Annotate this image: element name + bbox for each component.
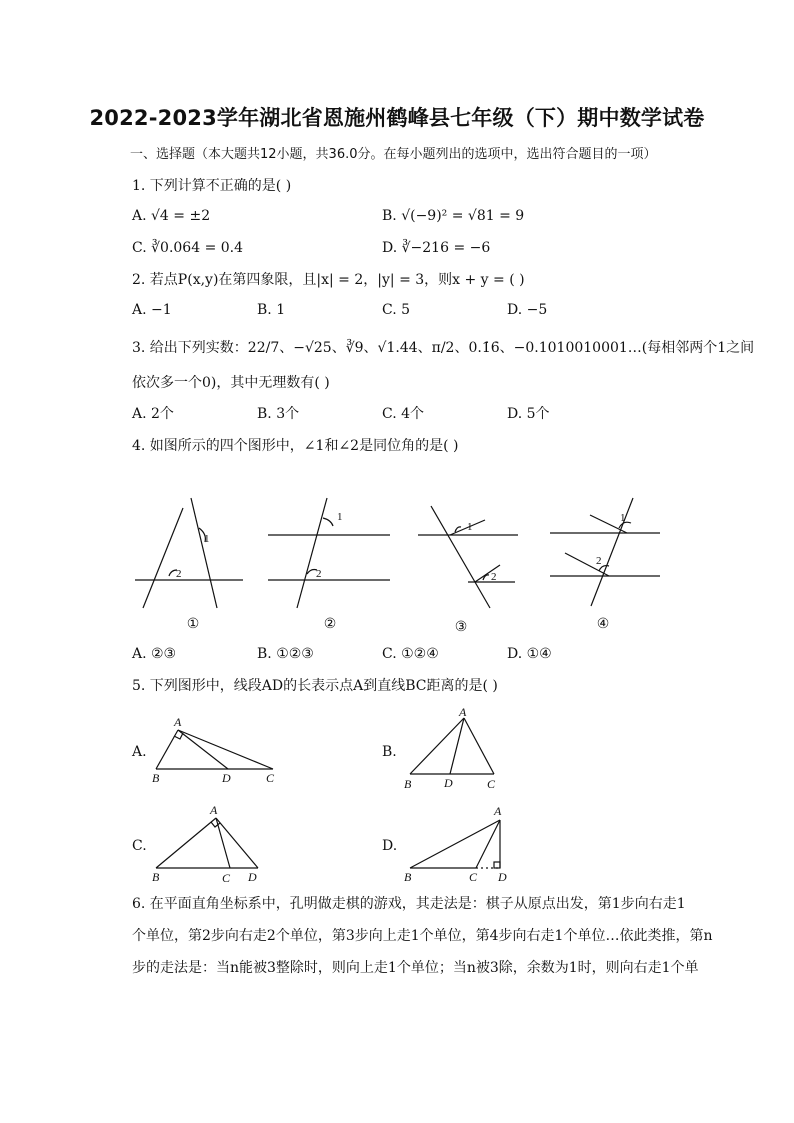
q2-option-c: C. 5 xyxy=(382,302,411,318)
q1-option-b: B. √(−9)² = √81 = 9 xyxy=(382,208,525,224)
q5-figure-c xyxy=(148,802,268,884)
q3-option-c: C. 4个 xyxy=(382,406,425,422)
q5c-label-a: A xyxy=(210,803,218,817)
q5a-label-b: B xyxy=(152,771,160,785)
q2-option-d: D. −5 xyxy=(507,302,548,318)
q5-figure-a xyxy=(148,712,288,787)
q5-figure-d xyxy=(398,802,523,884)
q5a-label-c: C xyxy=(266,771,275,785)
q5d-label-d: D xyxy=(498,870,507,884)
q5c-label-b: B xyxy=(152,870,160,884)
q5-option-c: C. xyxy=(132,838,147,854)
fig3-angle-1-label: 1 xyxy=(467,521,473,533)
q1-option-d: D. ∛−216 = −6 xyxy=(382,240,491,256)
fig1-angle-2-label: 2 xyxy=(176,568,182,580)
q3-option-a: A. 2个 xyxy=(132,406,174,422)
q1-stem: 1. 下列计算不正确的是( ) xyxy=(132,178,292,194)
q5d-label-b: B xyxy=(404,870,412,884)
fig2-angle-1-label: 1 xyxy=(337,511,343,523)
q5-option-b: B. xyxy=(382,744,397,760)
q5a-label-a: A xyxy=(174,715,182,729)
q5-option-d: D. xyxy=(382,838,398,854)
exam-title: 2022-2023学年湖北省恩施州鹤峰县七年级（下）期中数学试卷 xyxy=(89,106,705,130)
q5a-label-d: D xyxy=(222,771,231,785)
q6-line3: 步的走法是：当n能被3整除时，则向上走1个单位；当n被3除，余数为1时，则向右走1个单 xyxy=(132,960,699,976)
q4-figure-4 xyxy=(550,498,660,606)
q5b-label-d: D xyxy=(444,776,453,790)
q4-stem: 4. 如图所示的四个图形中，∠1和∠2是同位角的是( ) xyxy=(132,438,459,454)
q1-option-c: C. ∛0.064 = 0.4 xyxy=(132,240,244,256)
q5d-label-a: A xyxy=(494,804,502,818)
fig1-angle-1-label: 1 xyxy=(204,533,210,545)
q4-option-c: C. ①②④ xyxy=(382,646,439,662)
q5d-label-c: C xyxy=(469,870,478,884)
q3-stem-line1: 3. 给出下列实数：22/7、−√25、∛9、√1.44、π/2、0.1̇6̇、−0.1010010001…(每相邻两个1之间 xyxy=(132,340,755,356)
q5b-label-a: A xyxy=(459,705,467,719)
fig-label-3: ③ xyxy=(454,620,468,635)
fig-label-1: ① xyxy=(186,617,200,632)
q5b-label-b: B xyxy=(404,777,412,791)
section-heading: 一、选择题（本大题共12小题，共36.0分。在每小题列出的选项中，选出符合题目的一项） xyxy=(130,147,657,162)
q5-option-a: A. xyxy=(132,744,147,760)
fig4-angle-2-label: 2 xyxy=(596,555,602,567)
q4-figure-2 xyxy=(268,498,390,608)
q6-line2: 个单位，第2步向右走2个单位，第3步向上走1个单位，第4步向右走1个单位…依此类推，第n xyxy=(132,928,713,944)
q5c-label-c: C xyxy=(222,871,231,884)
fig3-angle-2-label: 2 xyxy=(491,571,497,583)
q6-line1: 6. 在平面直角坐标系中，孔明做走棋的游戏，其走法是：棋子从原点出发，第1步向右走1 xyxy=(132,896,686,912)
q4-figures xyxy=(125,490,685,640)
fig4-angle-1-label: 1 xyxy=(620,512,626,524)
q5-figure-b xyxy=(398,704,508,794)
fig2-angle-2-label: 2 xyxy=(316,568,322,580)
q3-stem-line2: 依次多一个0)，其中无理数有( ) xyxy=(132,375,330,391)
q1-option-a: A. √4 = ±2 xyxy=(132,208,211,224)
fig-label-2: ② xyxy=(323,617,337,632)
q4-option-b: B. ①②③ xyxy=(257,646,314,662)
q5-stem: 5. 下列图形中，线段AD的长表示点A到直线BC距离的是( ) xyxy=(132,678,498,694)
q5c-label-d: D xyxy=(248,870,257,884)
q4-option-d: D. ①④ xyxy=(507,646,552,662)
q3-option-b: B. 3个 xyxy=(257,406,300,422)
q2-stem: 2. 若点P(x,y)在第四象限，且|x| = 2，|y| = 3，则x + y = ( ) xyxy=(132,272,525,288)
q3-option-d: D. 5个 xyxy=(507,406,550,422)
q4-option-a: A. ②③ xyxy=(132,646,177,662)
fig-label-4: ④ xyxy=(596,617,610,632)
q4-figure-1 xyxy=(135,498,243,608)
q5b-label-c: C xyxy=(487,777,496,791)
q2-option-b: B. 1 xyxy=(257,302,286,318)
q2-option-a: A. −1 xyxy=(132,302,172,318)
